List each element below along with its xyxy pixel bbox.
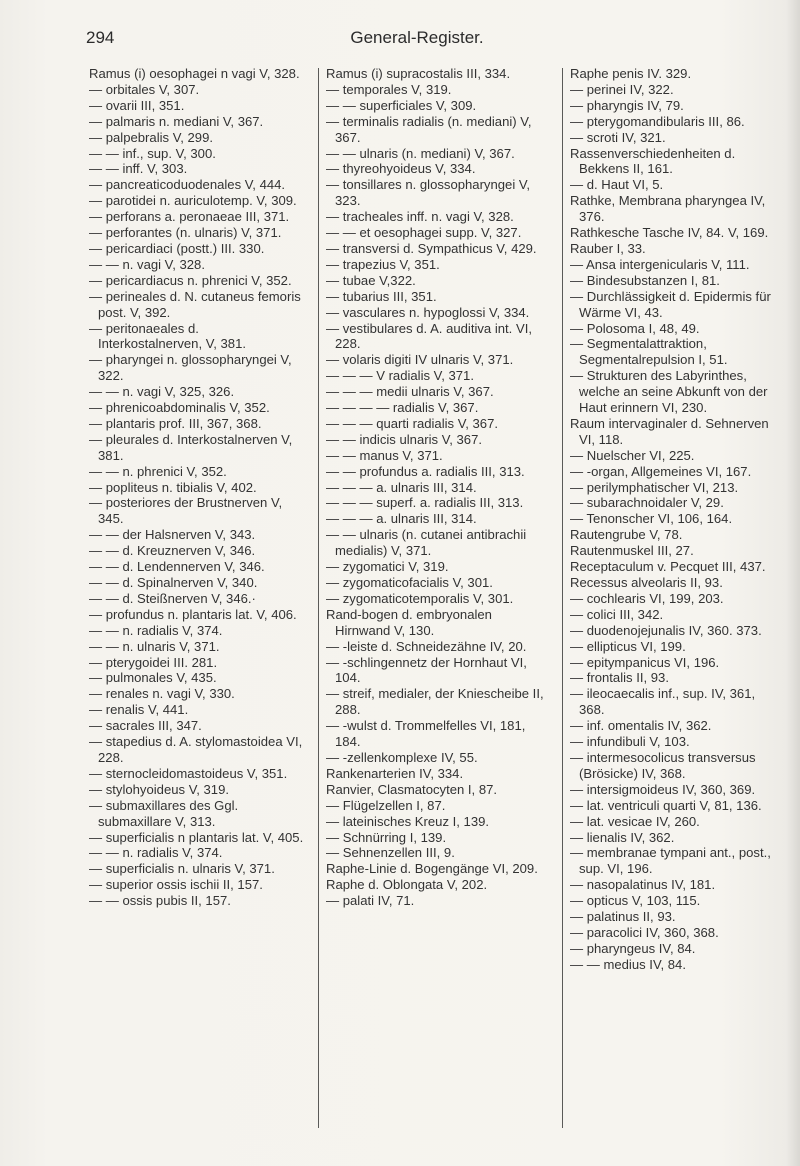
index-entry: — parotidei n. auriculotemp. V, 309. — [89, 193, 297, 209]
index-entry: — perineales d. N. cutaneus femoris post. V, 392. — [89, 288, 301, 320]
index-entry: — Strukturen des Labyrinthes, welche an seine Abkunft von der Haut erinnern VI, 230. — [570, 368, 768, 416]
index-entry: — zygomaticotemporalis V, 301. — [326, 590, 514, 606]
index-entry: — sacrales III, 347. — [89, 718, 202, 734]
index-entry: — Segmentalattraktion, Segmentalrepulsion I, 51. — [570, 336, 728, 368]
index-entry: — — — a. ulnaris III, 314. — [326, 479, 477, 495]
index-entry: — vasculares n. hypoglossi V, 334. — [326, 304, 530, 320]
index-entry: — Schnürring I, 139. — [326, 829, 447, 845]
index-entry: Rathkesche Tasche IV, 84. V, 169. — [570, 225, 769, 241]
index-entry: — — ulnaris (n. cutanei antibrachii medialis) V, 371. — [326, 527, 527, 559]
index-entry: — — — — radialis V, 367. — [326, 400, 479, 416]
index-entry: Receptaculum v. Pecquet III, 437. — [570, 559, 766, 575]
index-entry: — palmaris n. mediani V, 367. — [89, 113, 264, 129]
index-entry: Rautengrube V, 78. — [570, 527, 683, 543]
index-entry: — — et oesophagei supp. V, 327. — [326, 225, 522, 241]
index-entry: — -schlingennetz der Hornhaut VI, 104. — [326, 654, 527, 686]
index-entry: — profundus n. plantaris lat. V, 406. — [89, 606, 297, 622]
index-entry: — perinei IV, 322. — [570, 81, 674, 97]
index-entry: Rassenverschiedenheiten d. Bekkens II, 161. — [570, 145, 736, 177]
page-header — [74, 28, 760, 52]
index-entry: — plantaris prof. III, 367, 368. — [89, 415, 262, 431]
index-entry: — palpebralis V, 299. — [89, 129, 213, 145]
index-entry: — Durchlässigkeit d. Epidermis für Wärme VI, 43. — [570, 288, 771, 320]
index-entry: — lat. vesicae IV, 260. — [570, 813, 700, 829]
index-entry: — — inff. V, 303. — [89, 161, 188, 177]
index-entry: — tracheales inff. n. vagi V, 328. — [326, 209, 514, 225]
index-entry: — perforantes (n. ulnaris) V, 371. — [89, 225, 282, 241]
index-entry: — — n. phrenici V, 352. — [89, 463, 227, 479]
index-entry: — pharyngeus IV, 84. — [570, 940, 696, 956]
index-entry: — popliteus n. tibialis V, 402. — [89, 479, 257, 495]
index-entry: — — medius IV, 84. — [570, 956, 686, 972]
index-entry: Rand-bogen d. embryonalen Hirnwand V, 130. — [326, 606, 492, 638]
index-entry: — paracolici IV, 360, 368. — [570, 924, 719, 940]
index-entry: — ovarii III, 351. — [89, 97, 185, 113]
index-entry: — nasopalatinus IV, 181. — [570, 877, 716, 893]
index-entry: — peritonaeales d. Interkostalnerven, V, 381. — [89, 320, 247, 352]
index-entry: — d. Haut VI, 5. — [570, 177, 664, 193]
index-entry: — Polosoma I, 48, 49. — [570, 320, 700, 336]
index-entry: — — n. vagi V, 328. — [89, 256, 205, 272]
page-number: 294 — [86, 28, 115, 47]
index-entry: — ellipticus VI, 199. — [570, 638, 686, 654]
index-entry: — — — a. ulnaris III, 314. — [326, 511, 477, 527]
index-entry: Rautenmuskel III, 27. — [570, 543, 694, 559]
index-entry: — ileocaecalis inf., sup. IV, 361, 368. — [570, 686, 756, 718]
index-entry: Ramus (i) oesophagei n vagi V, 328. — [89, 66, 300, 81]
index-entry: — — superficiales V, 309. — [326, 97, 477, 113]
index-entry: — zygomatici V, 319. — [326, 559, 449, 575]
index-entry: — perforans a. peronaeae III, 371. — [89, 209, 290, 225]
index-entry: — thyreohyoideus V, 334. — [326, 161, 476, 177]
index-entry: — volaris digiti IV ulnaris V, 371. — [326, 352, 514, 368]
page-edge-shadow — [786, 0, 800, 1166]
index-entry: — intersigmoideus IV, 360, 369. — [570, 781, 756, 797]
index-entry: — — d. Spinalnerven V, 340. — [89, 575, 258, 590]
index-entry: — superficialis n. ulnaris V, 371. — [89, 861, 275, 877]
index-entry: — phrenicoabdominalis V, 352. — [89, 400, 270, 416]
index-entry: — — indicis ulnaris V, 367. — [326, 431, 482, 447]
index-entry: — Nuelscher VI, 225. — [570, 447, 695, 463]
index-entry: — pharyngis IV, 79. — [570, 97, 684, 113]
index-entry: Rauber I, 33. — [570, 240, 646, 256]
index-entry: — tubae V,322. — [326, 272, 416, 288]
index-entry: — epitympanicus VI, 196. — [570, 654, 720, 670]
index-entry: Ramus (i) supracostalis III, 334. — [326, 66, 511, 81]
index-entry: — sternocleidomastoideus V, 351. — [89, 765, 288, 781]
index-column-2 — [326, 66, 544, 909]
index-entry: — colici III, 342. — [570, 606, 664, 622]
index-entry: — — — V radialis V, 371. — [326, 368, 474, 384]
index-entry: — transversi d. Sympathicus V, 429. — [326, 240, 537, 256]
index-entry: — — d. Steißnerven V, 346.· — [89, 590, 256, 606]
index-entry: — -zellenkomplexe IV, 55. — [326, 749, 478, 765]
index-entry: — — n. radialis V, 374. — [89, 845, 223, 861]
index-entry: — renalis V, 441. — [89, 702, 189, 718]
index-entry: Ranvier, Clasmatocyten I, 87. — [326, 781, 498, 797]
index-entry: Recessus alveolaris II, 93. — [570, 575, 723, 590]
index-entry: — — n. ulnaris V, 371. — [89, 638, 220, 654]
index-entry: — pancreaticoduodenales V, 444. — [89, 177, 286, 193]
index-entry: — pericardiaci (postt.) III. 330. — [89, 240, 265, 256]
index-entry: — lateinisches Kreuz I, 139. — [326, 813, 490, 829]
index-entry: — orbitales V, 307. — [89, 81, 200, 97]
index-entry: Rathke, Membrana pharyngea IV, 376. — [570, 193, 766, 225]
index-entry: Raphe penis IV. 329. — [570, 66, 692, 81]
index-entry: — infundibuli V, 103. — [570, 734, 690, 750]
index-entry: — zygomaticofacialis V, 301. — [326, 575, 493, 590]
index-entry: — superficialis n plantaris lat. V, 405. — [89, 829, 304, 845]
index-entry: — pleurales d. Interkostalnerven V, 381. — [89, 431, 293, 463]
index-entry: — palatinus II, 93. — [570, 909, 676, 925]
index-entry: — cochlearis VI, 199, 203. — [570, 590, 724, 606]
index-column-3 — [570, 66, 784, 973]
index-entry: Raphe-Linie d. Bogengänge VI, 209. — [326, 861, 538, 877]
index-entry: — tubarius III, 351. — [326, 288, 437, 304]
index-entry: — pharyngei n. glossopharyngei V, 322. — [89, 352, 292, 384]
index-entry: — Sehnenzellen III, 9. — [326, 845, 455, 861]
index-entry: — pericardiacus n. phrenici V, 352. — [89, 272, 292, 288]
index-entry: — pulmonales V, 435. — [89, 670, 217, 686]
index-entry: — opticus V, 103, 115. — [570, 893, 701, 909]
index-entry: — stapedius d. A. stylomastoidea VI, 228. — [89, 734, 303, 765]
index-entry: — — profundus a. radialis III, 313. — [326, 463, 525, 479]
index-entry: — — — quarti radialis V, 367. — [326, 415, 498, 431]
index-column-1 — [89, 66, 305, 909]
index-entry: — duodenojejunalis IV, 360. 373. — [570, 622, 762, 638]
index-entry: — lat. ventriculi quarti V, 81, 136. — [570, 797, 762, 813]
index-entry: — terminalis radialis (n. mediani) V, 367. — [326, 113, 532, 145]
index-entry: — pterygomandibularis III, 86. — [570, 113, 745, 129]
index-entry: — scroti IV, 321. — [570, 129, 666, 145]
index-entry: — lienalis IV, 362. — [570, 829, 675, 845]
index-entry: — -leiste d. Schneidezähne IV, 20. — [326, 638, 527, 654]
index-entry: — — inf., sup. V, 300. — [89, 145, 216, 161]
index-entry: — stylohyoideus V, 319. — [89, 781, 229, 797]
index-entry: Raum intervaginaler d. Sehnerven VI, 118. — [570, 415, 769, 447]
index-entry: — inf. omentalis IV, 362. — [570, 718, 712, 734]
index-entry: — palati IV, 71. — [326, 893, 415, 909]
index-entry: — tonsillares n. glossopharyngei V, 323. — [326, 177, 531, 209]
index-entry: — — der Halsnerven V, 343. — [89, 527, 256, 543]
index-entry: — -organ, Allgemeines VI, 167. — [570, 463, 752, 479]
index-entry: — — n. radialis V, 374. — [89, 622, 223, 638]
index-entry: — vestibulares d. A. auditiva int. VI, 228. — [326, 320, 532, 352]
index-entry: Raphe d. Oblongata V, 202. — [326, 877, 488, 893]
index-entry: — — ulnaris (n. mediani) V, 367. — [326, 145, 515, 161]
index-entry: — — d. Kreuznerven V, 346. — [89, 543, 256, 559]
running-head-title: General-Register. — [350, 28, 484, 47]
index-entry: — membranae tympani ant., post., sup. VI, 196. — [570, 845, 771, 877]
index-entry: — superior ossis ischii II, 157. — [89, 877, 263, 893]
index-entry: — Tenonscher VI, 106, 164. — [570, 511, 733, 527]
index-entry: — — — medii ulnaris V, 367. — [326, 384, 494, 400]
index-entry: — renales n. vagi V, 330. — [89, 686, 235, 702]
index-entry: — Flügelzellen I, 87. — [326, 797, 446, 813]
index-entry: — intermesocolicus transversus (Brösicke) IV, 368. — [570, 749, 756, 781]
column-divider-1 — [318, 68, 319, 1128]
column-divider-2 — [562, 68, 563, 1128]
index-entry: — Bindesubstanzen I, 81. — [570, 272, 720, 288]
index-entry: — -wulst d. Trommelfelles VI, 181, 184. — [326, 718, 526, 750]
index-entry: — subarachnoidaler V, 29. — [570, 495, 724, 511]
index-entry: — — ossis pubis II, 157. — [89, 893, 231, 909]
index-entry: — frontalis II, 93. — [570, 670, 669, 686]
index-entry: — — — superf. a. radialis III, 313. — [326, 495, 524, 511]
index-entry: — — d. Lendennerven V, 346. — [89, 559, 265, 575]
index-entry: — posteriores der Brustnerven V, 345. — [89, 495, 283, 527]
index-entry: — submaxillares des Ggl. submaxillare V, 313. — [89, 797, 239, 829]
index-entry: Rankenarterien IV, 334. — [326, 765, 464, 781]
index-entry: — — manus V, 371. — [326, 447, 443, 463]
index-entry: — perilymphatischer VI, 213. — [570, 479, 739, 495]
index-entry: — trapezius V, 351. — [326, 256, 440, 272]
index-entry: — Ansa intergenicularis V, 111. — [570, 256, 750, 272]
index-entry: — streif, medialer, der Kniescheibe II, 288. — [326, 686, 544, 718]
index-entry: — pterygoidei III. 281. — [89, 654, 218, 670]
index-entry: — — n. vagi V, 325, 326. — [89, 384, 235, 400]
index-entry: — temporales V, 319. — [326, 81, 452, 97]
